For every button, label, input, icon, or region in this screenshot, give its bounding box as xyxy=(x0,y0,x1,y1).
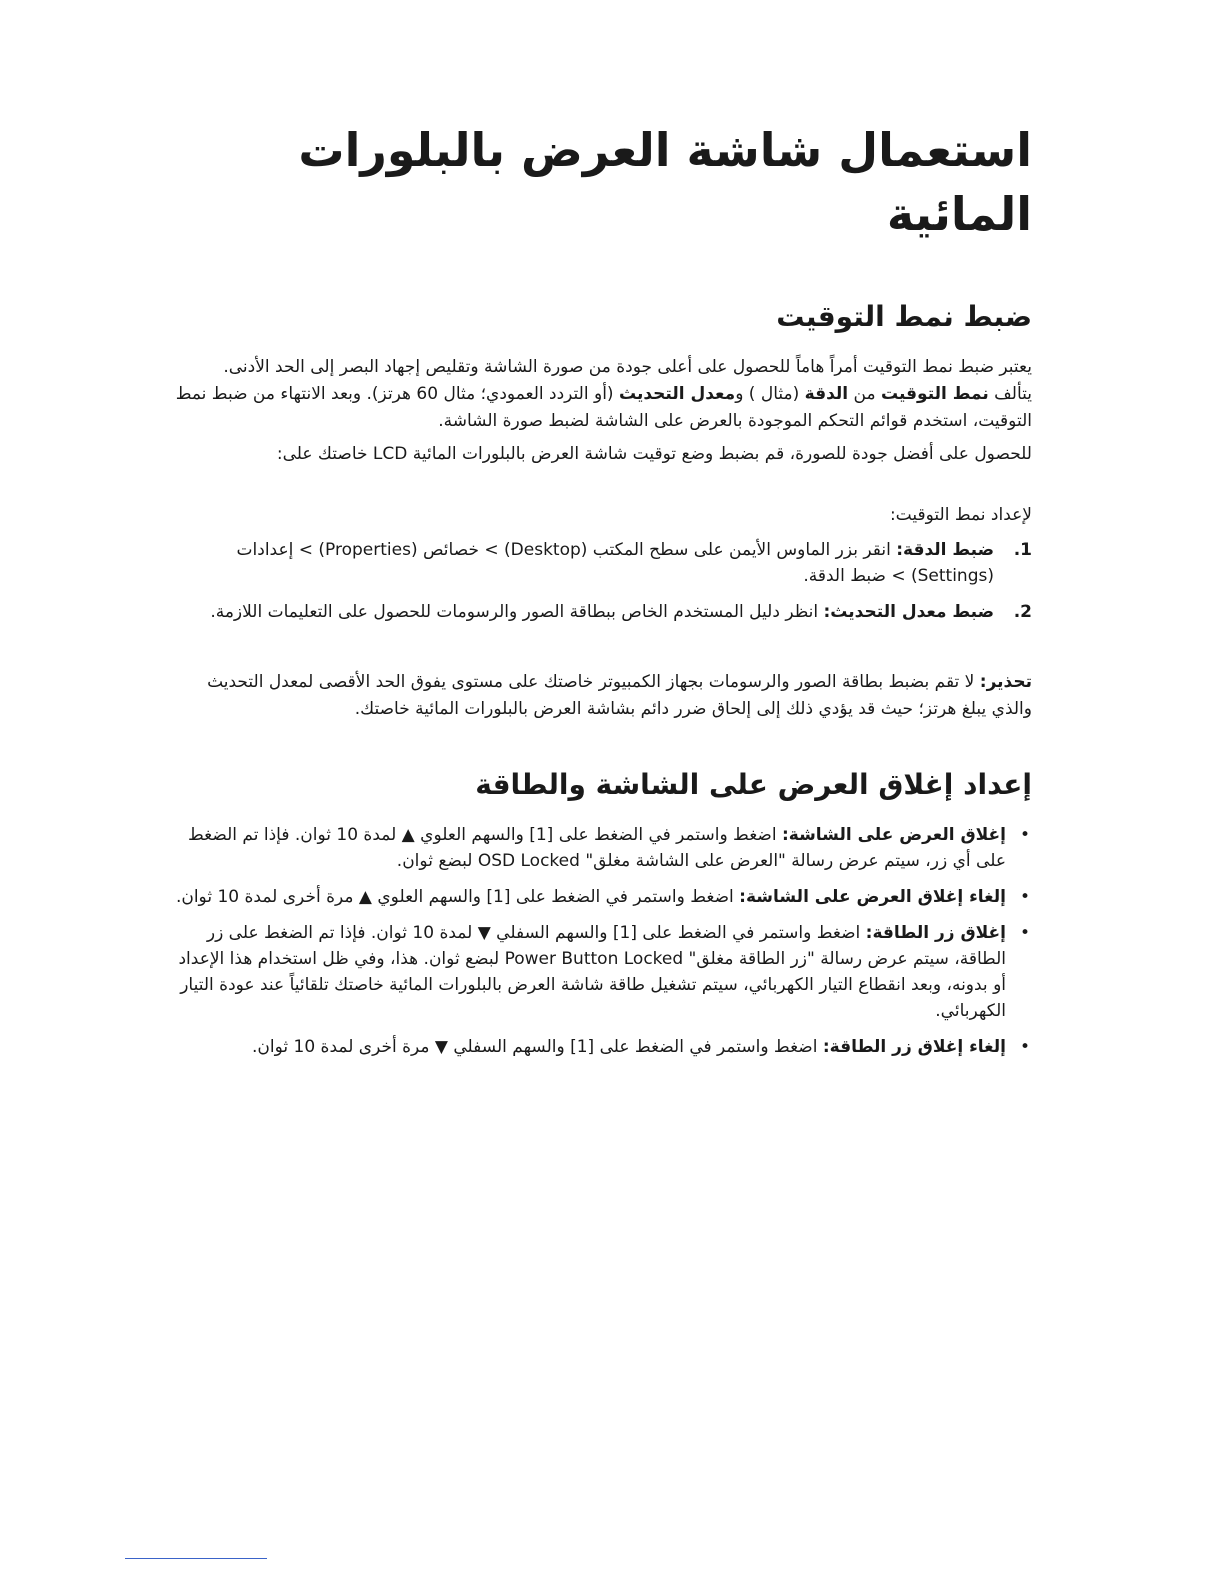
timing-definition-paragraph xyxy=(170,381,1032,435)
lock-heading: إعداد إغلاق العرض على الشاشة والطاقة xyxy=(475,767,1032,801)
step-text: انظر دليل المستخدم الخاص ببطاقة الصور والرسومات للحصول على التعليمات اللازمة. xyxy=(210,601,824,622)
document-page xyxy=(170,118,1032,1070)
bullet-icon: • xyxy=(1019,1037,1030,1058)
bullet-text: اضغط واستمر في الضغط على [1] والسهم السفلي ▼ مرة أخرى لمدة 10 ثوان. xyxy=(251,1037,823,1058)
page-title: استعمال شاشة العرض بالبلورات المائية xyxy=(298,123,1032,242)
list-item xyxy=(170,1034,1032,1060)
text-run: (مثال ) و xyxy=(735,383,805,404)
list-item xyxy=(170,920,1032,1024)
list-item xyxy=(170,537,1032,589)
step-title: ضبط الدقة: xyxy=(896,539,994,560)
step-text: انقر بزر الماوس الأيمن على سطح المكتب (Desktop) > خصائص (Properties) > إعدادات (Settings) > ضبط الدقة. xyxy=(236,539,994,586)
warning-paragraph xyxy=(170,669,1032,723)
bullet-icon: • xyxy=(1019,825,1030,846)
bullet-icon: • xyxy=(1019,923,1030,944)
text-run: (أو التردد العمودي؛ مثال 60 هرتز). وبعد الانتهاء من ضبط نمط التوقيت، استخدم قوائم التحكم الموجودة بالعرض على الشاشة لضبط صورة الشاشة. xyxy=(175,383,1032,431)
list-item xyxy=(170,884,1032,910)
bullet-icon: • xyxy=(1019,887,1030,908)
text-run: يتألف xyxy=(988,383,1032,404)
step-number: 1. xyxy=(1013,539,1032,560)
warning-text: لا تقم بضبط بطاقة الصور والرسومات بجهاز الكمبيوتر خاصتك على مستوى يفوق الحد الأقصى لمعدل التحديث والذي يبلغ هرتز؛ حيث قد يؤدي ذلك إلى إلحاق ضرر دائم بشاشة العرض بالبلورات المائية خاصتك. xyxy=(207,671,1032,719)
footnote-divider xyxy=(125,1558,267,1559)
warning-label: تحذير: xyxy=(979,671,1032,692)
term-timing-mode: نمط التوقيت xyxy=(880,383,989,404)
term-refresh-rate: معدل التحديث xyxy=(618,383,736,404)
list-item xyxy=(170,822,1032,874)
timing-intro-paragraph: يعتبر ضبط نمط التوقيت أمراً هاماً للحصول على أعلى جودة من صورة الشاشة وتقليص إجهاد البصر إلى الحد الأدنى. xyxy=(223,356,1032,377)
step-number: 2. xyxy=(1013,601,1032,622)
bullet-title: إلغاء إغلاق العرض على الشاشة: xyxy=(739,887,1006,908)
bullet-title: إغلاق زر الطاقة: xyxy=(865,923,1006,944)
term-resolution: الدقة xyxy=(804,383,849,404)
text-run: من xyxy=(848,383,881,404)
bullet-title: إلغاء إغلاق زر الطاقة: xyxy=(822,1037,1006,1058)
setup-steps-list xyxy=(170,537,1032,625)
bullet-title: إغلاق العرض على الشاشة: xyxy=(781,825,1006,846)
step-title: ضبط معدل التحديث: xyxy=(823,601,994,622)
lock-bullets-list xyxy=(170,822,1032,1060)
setup-label: لإعداد نمط التوقيت: xyxy=(889,504,1032,525)
bullet-text: اضغط واستمر في الضغط على [1] والسهم العلوي ▲ لمدة 10 ثوان. فإذا تم الضغط على أي زر، سيتم عرض رسالة "العرض على الشاشة مغلق" OSD Locked لبضع ثوان. xyxy=(188,825,1006,872)
best-quality-paragraph: للحصول على أفضل جودة للصورة، قم بضبط وضع توقيت شاشة العرض بالبلورات المائية LCD خاصتك على: xyxy=(276,443,1032,464)
timing-heading: ضبط نمط التوقيت xyxy=(776,299,1032,333)
bullet-text: اضغط واستمر في الضغط على [1] والسهم السفلي ▼ لمدة 10 ثوان. فإذا تم الضغط على زر الطاقة، سيتم عرض رسالة "زر الطاقة مغلق" Power Button Locked لبضع ثوان. هذا، وفي ظل استخدام هذا الإعداد أو بدونه، وبعد انقطاع التيار الكهربائي، سيتم تشغيل طاقة شاشة العرض بالبلورات المائية خاصتك تلقائياً عند عودة التيار الكهربائي. xyxy=(178,923,1006,1022)
bullet-text: اضغط واستمر في الضغط على [1] والسهم العلوي ▲ مرة أخرى لمدة 10 ثوان. xyxy=(175,887,740,908)
list-item xyxy=(170,599,1032,625)
